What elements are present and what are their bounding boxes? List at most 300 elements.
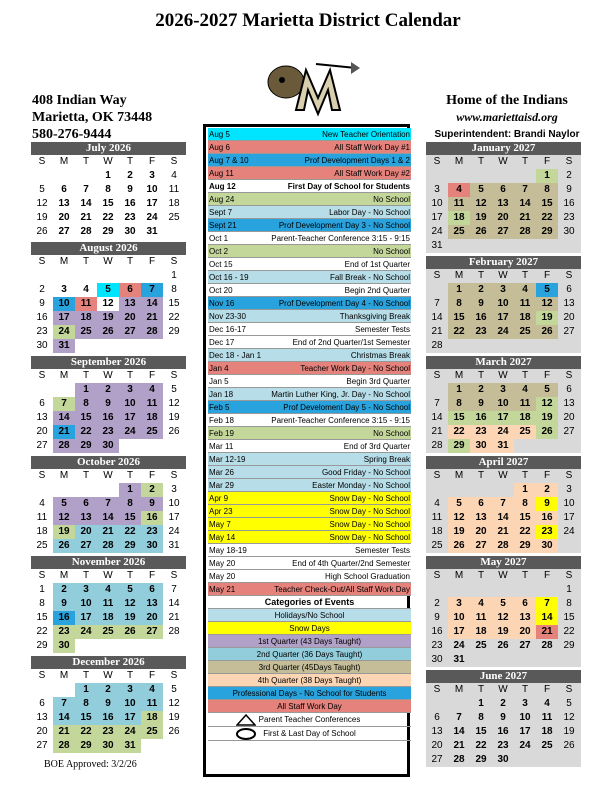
- day-cell[interactable]: 15: [514, 511, 536, 525]
- day-cell[interactable]: 22: [75, 425, 97, 439]
- day-cell[interactable]: 1: [536, 169, 558, 183]
- day-cell[interactable]: 26: [168, 426, 180, 437]
- day-cell[interactable]: 1: [566, 584, 572, 595]
- day-cell[interactable]: 26: [97, 325, 119, 339]
- day-cell[interactable]: 21: [453, 740, 465, 751]
- day-cell[interactable]: 20: [58, 212, 70, 223]
- day-cell[interactable]: 10: [168, 498, 180, 509]
- day-cell[interactable]: 16: [536, 511, 558, 525]
- day-cell[interactable]: 5: [39, 184, 45, 195]
- day-cell[interactable]: 13: [563, 298, 575, 309]
- day-cell[interactable]: 3: [492, 383, 514, 397]
- day-cell[interactable]: 2: [97, 683, 119, 697]
- day-cell[interactable]: 29: [475, 754, 487, 765]
- day-cell[interactable]: 4: [141, 683, 163, 697]
- day-cell[interactable]: 1: [75, 683, 97, 697]
- day-cell[interactable]: 17: [146, 198, 158, 209]
- day-cell[interactable]: 27: [470, 539, 492, 553]
- day-cell[interactable]: 2: [434, 598, 440, 609]
- day-cell[interactable]: 29: [168, 326, 180, 337]
- day-cell[interactable]: 20: [141, 611, 163, 625]
- day-cell[interactable]: 3: [75, 583, 97, 597]
- day-cell[interactable]: 25: [514, 325, 536, 339]
- day-cell[interactable]: 6: [61, 184, 67, 195]
- day-cell[interactable]: 22: [448, 425, 470, 439]
- day-cell[interactable]: 2: [53, 583, 75, 597]
- day-cell[interactable]: 5: [536, 383, 558, 397]
- day-cell[interactable]: 15: [119, 511, 141, 525]
- day-cell[interactable]: 20: [470, 525, 492, 539]
- day-cell[interactable]: 3: [566, 484, 572, 495]
- day-cell[interactable]: 12: [470, 197, 492, 211]
- day-cell[interactable]: 28: [492, 539, 514, 553]
- day-cell[interactable]: 16: [470, 411, 492, 425]
- day-cell[interactable]: 28: [53, 439, 75, 453]
- day-cell[interactable]: 1: [39, 584, 45, 595]
- day-cell[interactable]: 10: [563, 498, 575, 509]
- day-cell[interactable]: 8: [566, 598, 572, 609]
- day-cell[interactable]: 28: [431, 340, 443, 351]
- day-cell[interactable]: 14: [97, 511, 119, 525]
- day-cell[interactable]: 26: [53, 539, 75, 553]
- day-cell[interactable]: 26: [563, 740, 575, 751]
- day-cell[interactable]: 21: [536, 625, 558, 639]
- day-cell[interactable]: 25: [541, 740, 553, 751]
- day-cell[interactable]: 8: [448, 397, 470, 411]
- day-cell[interactable]: 28: [431, 440, 443, 451]
- day-cell[interactable]: 2: [500, 698, 506, 709]
- day-cell[interactable]: 13: [431, 726, 443, 737]
- day-cell[interactable]: 11: [141, 697, 163, 711]
- day-cell[interactable]: 3: [149, 170, 155, 181]
- day-cell[interactable]: 30: [36, 340, 48, 351]
- day-cell[interactable]: 26: [168, 726, 180, 737]
- day-cell[interactable]: 25: [514, 425, 536, 439]
- day-cell[interactable]: 12: [492, 611, 514, 625]
- day-cell[interactable]: 4: [434, 498, 440, 509]
- day-cell[interactable]: 1: [119, 483, 141, 497]
- day-cell[interactable]: 6: [119, 283, 141, 297]
- day-cell[interactable]: 21: [431, 326, 443, 337]
- day-cell[interactable]: 10: [119, 397, 141, 411]
- day-cell[interactable]: 8: [514, 497, 536, 511]
- day-cell[interactable]: 14: [453, 726, 465, 737]
- day-cell[interactable]: 2: [127, 170, 133, 181]
- day-cell[interactable]: 11: [36, 512, 48, 523]
- day-cell[interactable]: 24: [53, 325, 75, 339]
- day-cell[interactable]: 16: [431, 626, 443, 637]
- day-cell[interactable]: 4: [39, 498, 45, 509]
- day-cell[interactable]: 10: [119, 697, 141, 711]
- day-cell[interactable]: 11: [97, 597, 119, 611]
- day-cell[interactable]: 5: [448, 497, 470, 511]
- day-cell[interactable]: 12: [168, 398, 180, 409]
- day-cell[interactable]: 6: [566, 284, 572, 295]
- day-cell[interactable]: 28: [168, 626, 180, 637]
- day-cell[interactable]: 28: [541, 640, 553, 651]
- day-cell[interactable]: 13: [75, 511, 97, 525]
- day-cell[interactable]: 22: [514, 525, 536, 539]
- day-cell[interactable]: 15: [102, 198, 114, 209]
- day-cell[interactable]: 12: [119, 597, 141, 611]
- day-cell[interactable]: 22: [36, 626, 48, 637]
- day-cell[interactable]: 21: [53, 425, 75, 439]
- day-cell[interactable]: 23: [431, 640, 443, 651]
- day-cell[interactable]: 17: [448, 625, 470, 639]
- day-cell[interactable]: 1: [478, 698, 484, 709]
- day-cell[interactable]: 15: [448, 311, 470, 325]
- day-cell[interactable]: 10: [431, 198, 443, 209]
- day-cell[interactable]: 16: [470, 311, 492, 325]
- day-cell[interactable]: 9: [39, 298, 45, 309]
- day-cell[interactable]: 23: [141, 525, 163, 539]
- day-cell[interactable]: 16: [563, 198, 575, 209]
- day-cell[interactable]: 22: [168, 312, 180, 323]
- day-cell[interactable]: 11: [75, 297, 97, 311]
- day-cell[interactable]: 17: [519, 726, 531, 737]
- day-cell[interactable]: 9: [500, 712, 506, 723]
- day-cell[interactable]: 17: [119, 711, 141, 725]
- day-cell[interactable]: 7: [434, 398, 440, 409]
- day-cell[interactable]: 27: [492, 225, 514, 239]
- day-cell[interactable]: 23: [470, 325, 492, 339]
- website-url[interactable]: www.mariettaisd.org: [456, 110, 558, 124]
- day-cell[interactable]: 4: [448, 183, 470, 197]
- day-cell[interactable]: 9: [141, 497, 163, 511]
- day-cell[interactable]: 16: [497, 726, 509, 737]
- day-cell[interactable]: 17: [53, 311, 75, 325]
- day-cell[interactable]: 19: [97, 311, 119, 325]
- day-cell[interactable]: 7: [456, 712, 462, 723]
- day-cell[interactable]: 23: [53, 625, 75, 639]
- day-cell[interactable]: 20: [563, 312, 575, 323]
- day-cell[interactable]: 10: [75, 597, 97, 611]
- day-cell[interactable]: 24: [431, 226, 443, 237]
- day-cell[interactable]: 4: [97, 583, 119, 597]
- day-cell[interactable]: 3: [61, 284, 67, 295]
- day-cell[interactable]: 25: [141, 425, 163, 439]
- day-cell[interactable]: 2: [97, 383, 119, 397]
- day-cell[interactable]: 5: [171, 384, 177, 395]
- day-cell[interactable]: 24: [119, 725, 141, 739]
- day-cell[interactable]: 12: [536, 297, 558, 311]
- day-cell[interactable]: 16: [124, 198, 136, 209]
- day-cell[interactable]: 25: [36, 540, 48, 551]
- day-cell[interactable]: 24: [453, 640, 465, 651]
- day-cell[interactable]: 10: [519, 712, 531, 723]
- day-cell[interactable]: 9: [470, 397, 492, 411]
- day-cell[interactable]: 27: [36, 740, 48, 751]
- day-cell[interactable]: 31: [168, 540, 180, 551]
- day-cell[interactable]: 6: [141, 583, 163, 597]
- day-cell[interactable]: 5: [171, 684, 177, 695]
- day-cell[interactable]: 31: [431, 240, 443, 251]
- day-cell[interactable]: 29: [102, 226, 114, 237]
- day-cell[interactable]: 4: [514, 283, 536, 297]
- day-cell[interactable]: 13: [119, 297, 141, 311]
- day-cell[interactable]: 13: [58, 198, 70, 209]
- day-cell[interactable]: 1: [171, 270, 177, 281]
- day-cell[interactable]: 2: [536, 483, 558, 497]
- day-cell[interactable]: 8: [75, 397, 97, 411]
- day-cell[interactable]: 7: [171, 584, 177, 595]
- day-cell[interactable]: 8: [171, 284, 177, 295]
- day-cell[interactable]: 21: [431, 426, 443, 437]
- day-cell[interactable]: 21: [492, 525, 514, 539]
- day-cell[interactable]: 9: [434, 612, 440, 623]
- day-cell[interactable]: 20: [514, 625, 536, 639]
- day-cell[interactable]: 25: [168, 212, 180, 223]
- day-cell[interactable]: 8: [39, 598, 45, 609]
- day-cell[interactable]: 5: [492, 597, 514, 611]
- day-cell[interactable]: 22: [75, 725, 97, 739]
- day-cell[interactable]: 8: [478, 712, 484, 723]
- day-cell[interactable]: 14: [431, 312, 443, 323]
- day-cell[interactable]: 24: [492, 325, 514, 339]
- day-cell[interactable]: 30: [53, 639, 75, 653]
- day-cell[interactable]: 23: [97, 425, 119, 439]
- day-cell[interactable]: 2: [566, 170, 572, 181]
- day-cell[interactable]: 29: [448, 439, 470, 453]
- day-cell[interactable]: 27: [563, 326, 575, 337]
- day-cell[interactable]: 24: [563, 526, 575, 537]
- day-cell[interactable]: 24: [75, 625, 97, 639]
- day-cell[interactable]: 19: [168, 712, 180, 723]
- day-cell[interactable]: 2: [470, 383, 492, 397]
- day-cell[interactable]: 6: [39, 398, 45, 409]
- day-cell[interactable]: 23: [563, 212, 575, 223]
- day-cell[interactable]: 18: [36, 526, 48, 537]
- day-cell[interactable]: 17: [168, 512, 180, 523]
- day-cell[interactable]: 9: [536, 497, 558, 511]
- day-cell[interactable]: 29: [536, 225, 558, 239]
- day-cell[interactable]: 23: [470, 425, 492, 439]
- day-cell[interactable]: 20: [119, 311, 141, 325]
- day-cell[interactable]: 26: [497, 640, 509, 651]
- day-cell[interactable]: 30: [124, 226, 136, 237]
- day-cell[interactable]: 12: [36, 198, 48, 209]
- day-cell[interactable]: 29: [36, 640, 48, 651]
- day-cell[interactable]: 9: [470, 297, 492, 311]
- day-cell[interactable]: 3: [492, 283, 514, 297]
- day-cell[interactable]: 21: [168, 612, 180, 623]
- day-cell[interactable]: 9: [97, 697, 119, 711]
- day-cell[interactable]: 11: [448, 197, 470, 211]
- day-cell[interactable]: 3: [119, 683, 141, 697]
- day-cell[interactable]: 27: [75, 539, 97, 553]
- day-cell[interactable]: 16: [53, 611, 75, 625]
- day-cell[interactable]: 17: [492, 311, 514, 325]
- day-cell[interactable]: 29: [563, 640, 575, 651]
- day-cell[interactable]: 15: [536, 197, 558, 211]
- day-cell[interactable]: 18: [168, 198, 180, 209]
- day-cell[interactable]: 30: [536, 539, 558, 553]
- day-cell[interactable]: 29: [514, 539, 536, 553]
- day-cell[interactable]: 10: [448, 611, 470, 625]
- day-cell[interactable]: 10: [53, 297, 75, 311]
- day-cell[interactable]: 30: [141, 539, 163, 553]
- day-cell[interactable]: 7: [97, 497, 119, 511]
- day-cell[interactable]: 5: [53, 497, 75, 511]
- day-cell[interactable]: 7: [141, 283, 163, 297]
- day-cell[interactable]: 29: [119, 539, 141, 553]
- day-cell[interactable]: 18: [75, 311, 97, 325]
- day-cell[interactable]: 23: [124, 212, 136, 223]
- day-cell[interactable]: 31: [453, 654, 465, 665]
- day-cell[interactable]: 28: [141, 325, 163, 339]
- day-cell[interactable]: 28: [514, 225, 536, 239]
- day-cell[interactable]: 28: [453, 754, 465, 765]
- day-cell[interactable]: 20: [36, 426, 48, 437]
- day-cell[interactable]: 1: [75, 383, 97, 397]
- day-cell[interactable]: 26: [448, 539, 470, 553]
- day-cell[interactable]: 4: [470, 597, 492, 611]
- day-cell[interactable]: 2: [141, 483, 163, 497]
- day-cell[interactable]: 4: [171, 170, 177, 181]
- day-cell[interactable]: 13: [470, 511, 492, 525]
- day-cell[interactable]: 21: [97, 525, 119, 539]
- day-cell[interactable]: 20: [36, 726, 48, 737]
- day-cell[interactable]: 17: [563, 512, 575, 523]
- day-cell[interactable]: 9: [127, 184, 133, 195]
- day-cell[interactable]: 15: [563, 612, 575, 623]
- day-cell[interactable]: 11: [141, 397, 163, 411]
- day-cell[interactable]: 19: [563, 726, 575, 737]
- day-cell[interactable]: 6: [434, 712, 440, 723]
- day-cell[interactable]: 22: [448, 325, 470, 339]
- day-cell[interactable]: 12: [448, 511, 470, 525]
- day-cell[interactable]: 24: [492, 425, 514, 439]
- day-cell[interactable]: 26: [536, 325, 558, 339]
- day-cell[interactable]: 30: [431, 654, 443, 665]
- day-cell[interactable]: 22: [102, 212, 114, 223]
- day-cell[interactable]: 5: [119, 583, 141, 597]
- day-cell[interactable]: 1: [514, 483, 536, 497]
- day-cell[interactable]: 8: [119, 497, 141, 511]
- day-cell[interactable]: 17: [492, 411, 514, 425]
- day-cell[interactable]: 14: [53, 711, 75, 725]
- day-cell[interactable]: 29: [75, 739, 97, 753]
- day-cell[interactable]: 25: [97, 625, 119, 639]
- day-cell[interactable]: 12: [536, 397, 558, 411]
- day-cell[interactable]: 11: [168, 184, 180, 195]
- day-cell[interactable]: 11: [514, 297, 536, 311]
- day-cell[interactable]: 13: [492, 197, 514, 211]
- day-cell[interactable]: 18: [541, 726, 553, 737]
- day-cell[interactable]: 16: [97, 711, 119, 725]
- day-cell[interactable]: 16: [141, 511, 163, 525]
- day-cell[interactable]: 18: [448, 211, 470, 225]
- day-cell[interactable]: 27: [119, 325, 141, 339]
- day-cell[interactable]: 3: [434, 184, 440, 195]
- day-cell[interactable]: 5: [536, 283, 558, 297]
- day-cell[interactable]: 15: [475, 726, 487, 737]
- day-cell[interactable]: 20: [563, 412, 575, 423]
- day-cell[interactable]: 27: [58, 226, 70, 237]
- day-cell[interactable]: 21: [80, 212, 92, 223]
- day-cell[interactable]: 12: [53, 511, 75, 525]
- day-cell[interactable]: 17: [75, 611, 97, 625]
- day-cell[interactable]: 30: [497, 754, 509, 765]
- day-cell[interactable]: 28: [53, 739, 75, 753]
- day-cell[interactable]: 26: [470, 225, 492, 239]
- day-cell[interactable]: 19: [53, 525, 75, 539]
- day-cell[interactable]: 4: [514, 383, 536, 397]
- day-cell[interactable]: 25: [75, 325, 97, 339]
- day-cell[interactable]: 23: [536, 525, 558, 539]
- day-cell[interactable]: 2: [470, 283, 492, 297]
- day-cell[interactable]: 21: [514, 211, 536, 225]
- day-cell[interactable]: 15: [75, 711, 97, 725]
- day-cell[interactable]: 18: [514, 411, 536, 425]
- day-cell[interactable]: 19: [36, 212, 48, 223]
- day-cell[interactable]: 6: [514, 597, 536, 611]
- day-cell[interactable]: 7: [53, 697, 75, 711]
- day-cell[interactable]: 13: [563, 398, 575, 409]
- day-cell[interactable]: 8: [75, 697, 97, 711]
- day-cell[interactable]: 3: [171, 484, 177, 495]
- day-cell[interactable]: 7: [492, 497, 514, 511]
- day-cell[interactable]: 4: [83, 284, 89, 295]
- day-cell[interactable]: 14: [141, 297, 163, 311]
- day-cell[interactable]: 16: [97, 411, 119, 425]
- day-cell[interactable]: 21: [53, 725, 75, 739]
- day-cell[interactable]: 30: [563, 226, 575, 237]
- day-cell[interactable]: 31: [492, 439, 514, 453]
- day-cell[interactable]: 11: [470, 611, 492, 625]
- day-cell[interactable]: 13: [141, 597, 163, 611]
- day-cell[interactable]: 8: [536, 183, 558, 197]
- day-cell[interactable]: 3: [448, 597, 470, 611]
- day-cell[interactable]: 25: [448, 225, 470, 239]
- day-cell[interactable]: 14: [53, 411, 75, 425]
- day-cell[interactable]: 13: [36, 412, 48, 423]
- day-cell[interactable]: 5: [470, 183, 492, 197]
- day-cell[interactable]: 10: [492, 297, 514, 311]
- day-cell[interactable]: 19: [536, 311, 558, 325]
- day-cell[interactable]: 30: [470, 439, 492, 453]
- day-cell[interactable]: 26: [119, 625, 141, 639]
- day-cell[interactable]: 31: [146, 226, 158, 237]
- day-cell[interactable]: 8: [448, 297, 470, 311]
- day-cell[interactable]: 26: [536, 425, 558, 439]
- day-cell[interactable]: 18: [514, 311, 536, 325]
- day-cell[interactable]: 14: [168, 598, 180, 609]
- day-cell[interactable]: 14: [492, 511, 514, 525]
- day-cell[interactable]: 1: [105, 170, 111, 181]
- day-cell[interactable]: 25: [431, 540, 443, 551]
- day-cell[interactable]: 27: [431, 754, 443, 765]
- day-cell[interactable]: 14: [431, 412, 443, 423]
- day-cell[interactable]: 19: [448, 525, 470, 539]
- day-cell[interactable]: 20: [75, 525, 97, 539]
- day-cell[interactable]: 27: [36, 440, 48, 451]
- day-cell[interactable]: 6: [566, 384, 572, 395]
- day-cell[interactable]: 6: [39, 698, 45, 709]
- day-cell[interactable]: 12: [563, 712, 575, 723]
- day-cell[interactable]: 7: [536, 597, 558, 611]
- day-cell[interactable]: 22: [563, 626, 575, 637]
- day-cell[interactable]: 17: [431, 212, 443, 223]
- day-cell[interactable]: 8: [105, 184, 111, 195]
- day-cell[interactable]: 15: [75, 411, 97, 425]
- day-cell[interactable]: 10: [146, 184, 158, 195]
- day-cell[interactable]: 2: [39, 284, 45, 295]
- day-cell[interactable]: 9: [566, 184, 572, 195]
- day-cell[interactable]: 17: [119, 411, 141, 425]
- day-cell[interactable]: 1: [448, 383, 470, 397]
- day-cell[interactable]: 22: [119, 525, 141, 539]
